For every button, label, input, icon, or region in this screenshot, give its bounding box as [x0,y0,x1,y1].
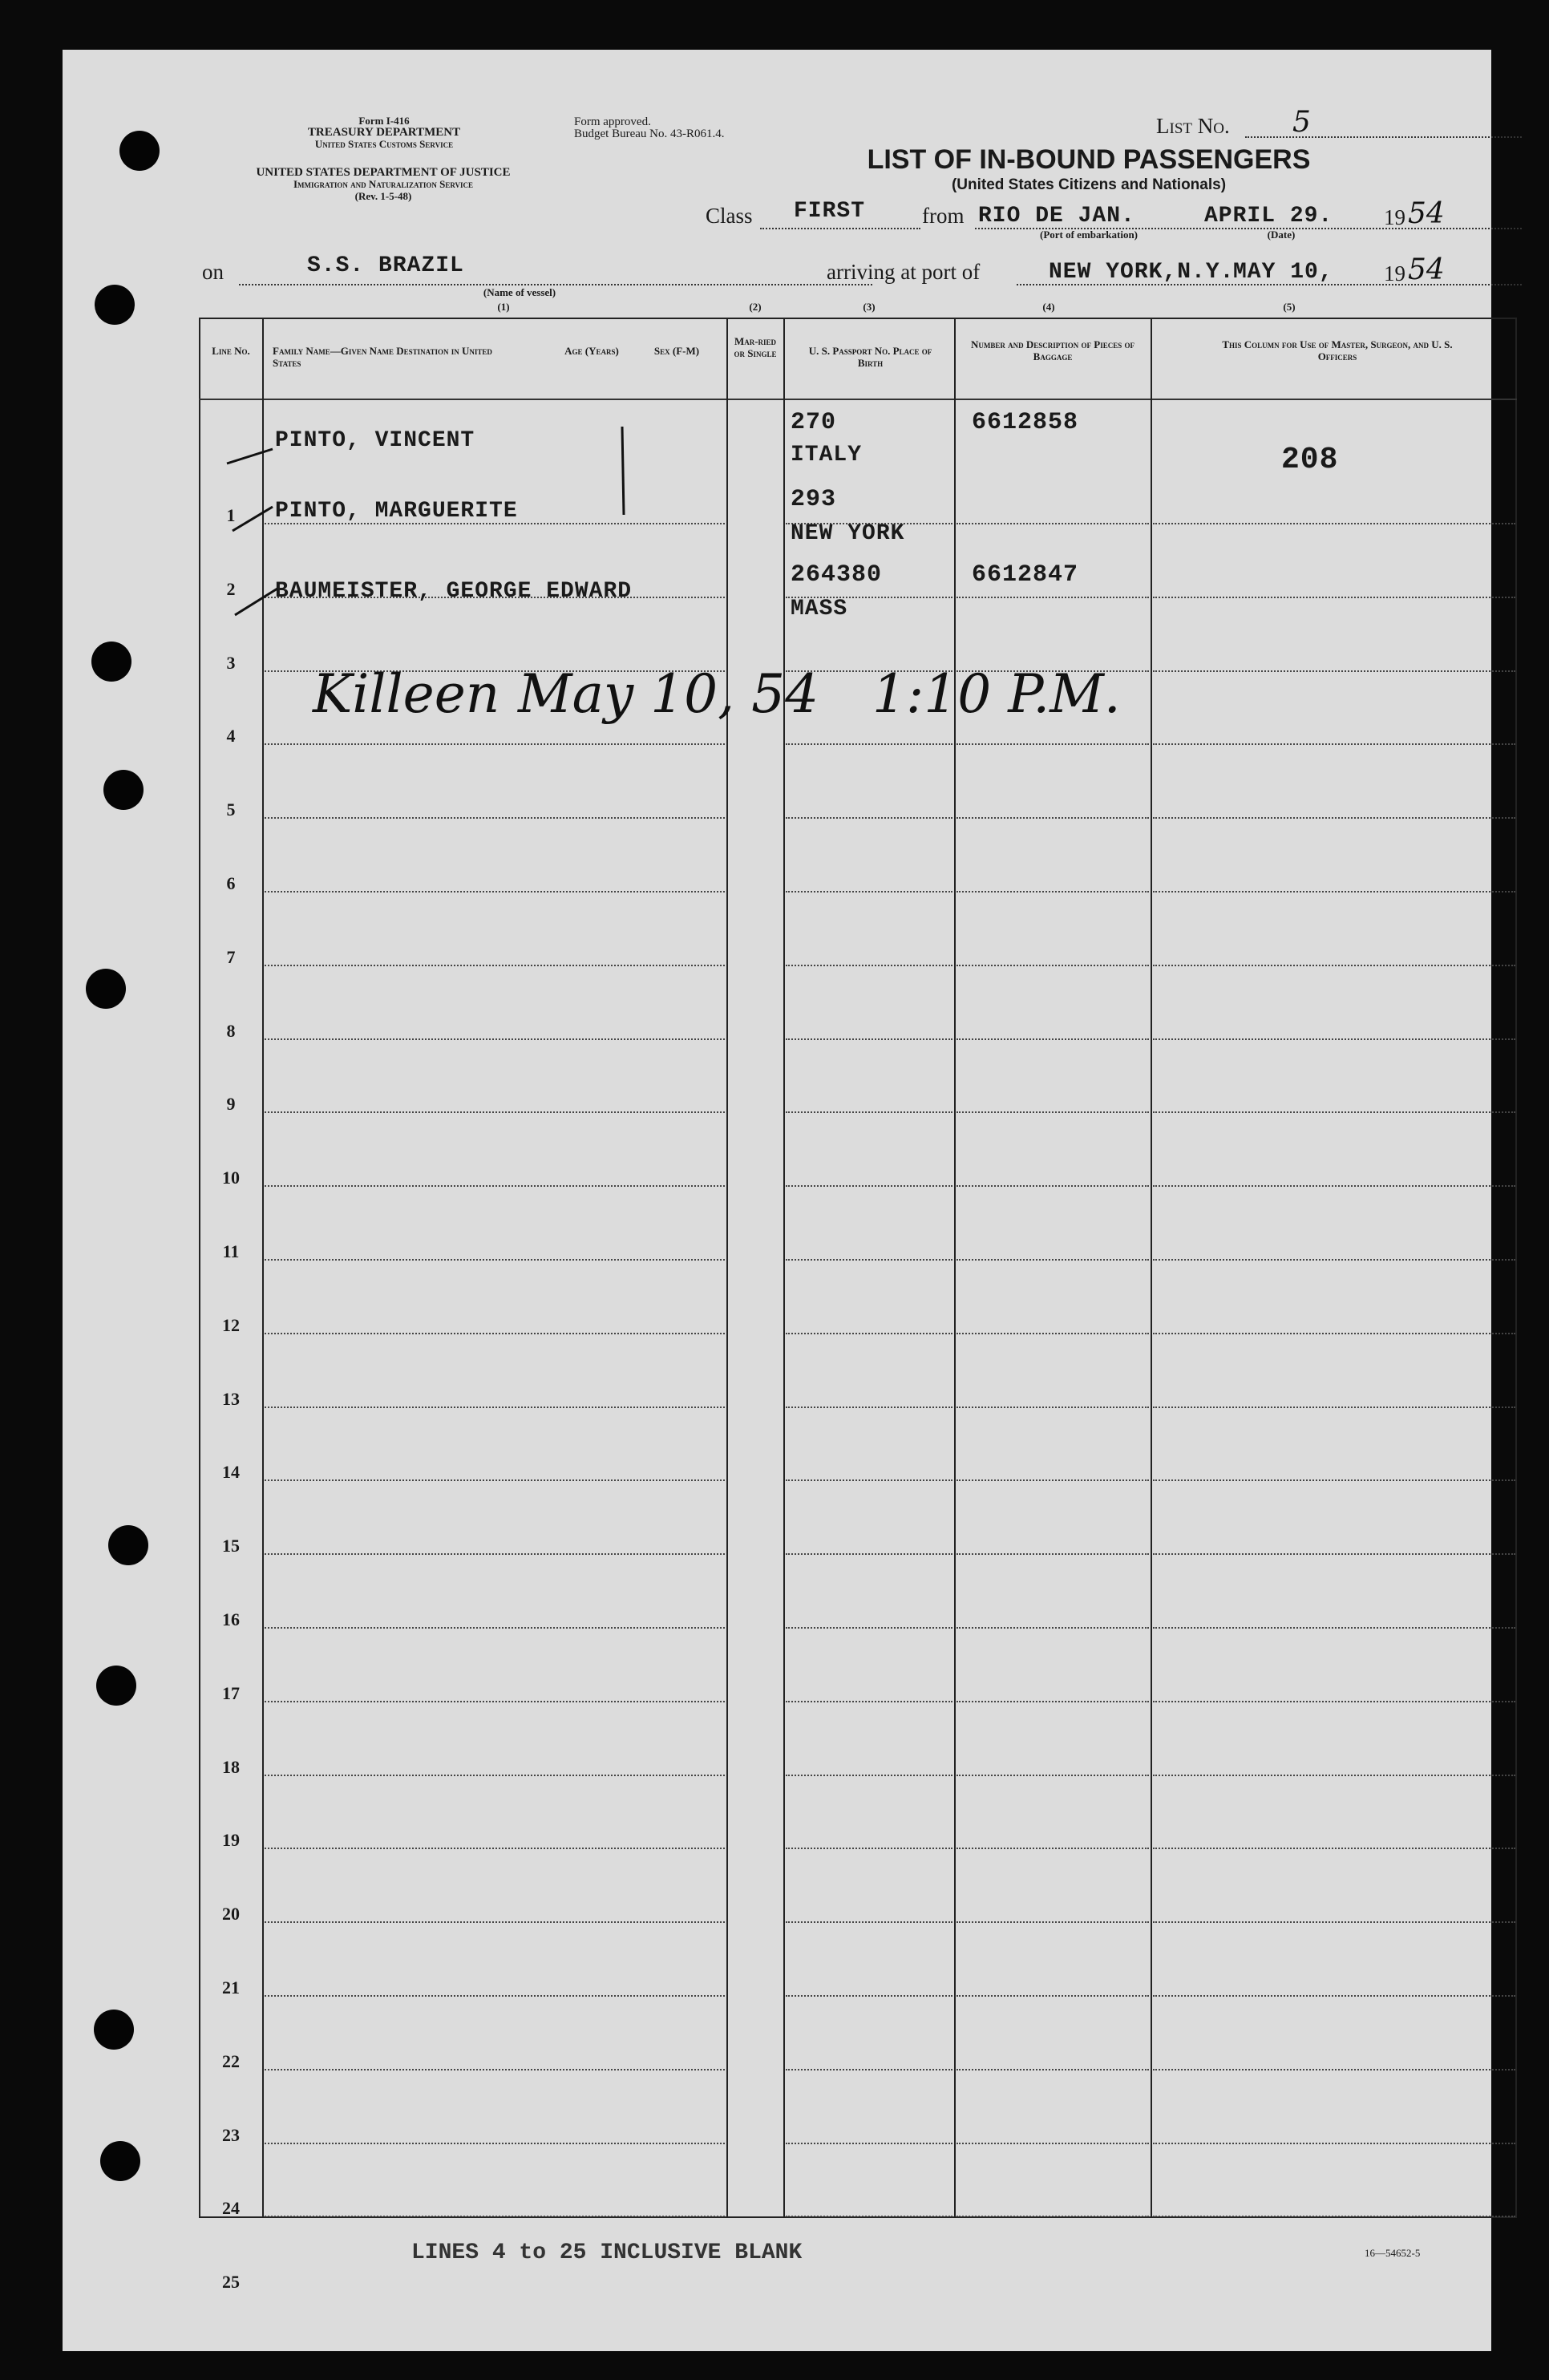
line-number: 8 [226,1020,236,1041]
row-rule [956,1775,1149,1776]
treasury-dept: TREASURY DEPARTMENT [307,126,461,139]
row-rule [265,1407,725,1408]
col-header-sex: Sex (F-M) [653,345,700,357]
budget-bureau: Budget Bureau No. 43-R061.4. [574,128,725,140]
row-rule [1153,1995,1515,1997]
row-rule [265,1185,725,1187]
row-rule [956,1407,1149,1408]
check-mark [235,589,277,615]
row-rule [956,2069,1149,2070]
col-header-baggage: Number and Description of Pieces of Baggage [971,338,1134,362]
row-rule [786,1553,952,1555]
line-number: 12 [222,1314,240,1335]
row-rule [956,2143,1149,2144]
row-rule [786,1111,952,1113]
line-number: 14 [222,1462,240,1483]
row-rule [1153,1701,1515,1702]
col-num-2: (2) [749,301,762,313]
inspector-signature: Killeen [313,663,500,725]
col-num-3: (3) [863,301,876,313]
row-rule [265,817,725,819]
row-rule [956,1111,1149,1113]
date-caption: (Date) [1267,229,1296,241]
row-rule [265,1775,725,1776]
row-rule [1153,2216,1515,2217]
row-rule [956,1553,1149,1555]
row-rule [265,1627,725,1629]
row-rule [786,1407,952,1408]
line-number: 13 [222,1388,240,1409]
line-number: 24 [222,2198,240,2219]
row-rule [956,1701,1149,1702]
line-number: 22 [222,2050,240,2071]
date-year-prefix: 19 [1384,205,1405,229]
row-rule [265,1479,725,1481]
form-subtitle: (United States Citizens and Nationals) [951,176,1227,193]
baggage-number: 6612858 [972,409,1079,436]
punch-hole [108,1525,148,1565]
row-rule [1153,1775,1515,1776]
ins-service: Immigration and Naturalization Service [293,178,474,190]
row-rule [265,1921,725,1923]
list-no-label: List No. [1156,114,1230,138]
form-number: Form I-416 [358,115,410,127]
row-rule [786,2143,952,2144]
officer-note: 208 [1281,443,1339,477]
row-rule [956,891,1149,892]
row-rule [956,1848,1149,1849]
row-rule [265,965,725,966]
col-num-1: (1) [497,301,510,313]
row-rule [786,1775,952,1776]
embarkation-port: RIO DE JAN. [978,204,1135,229]
row-rule [1153,891,1515,892]
row-rule [786,1038,952,1040]
row-rule [786,1627,952,1629]
row-rule [956,1259,1149,1261]
row-rule [1153,1038,1515,1040]
row-rule [956,1921,1149,1923]
row-rule [1153,1259,1515,1261]
passenger-name: PINTO, MARGUERITE [275,499,518,524]
line-number: 20 [222,1904,240,1925]
row-rule [265,1995,725,1997]
passenger-name: BAUMEISTER, GEORGE EDWARD [275,579,633,604]
vessel-name: S.S. BRAZIL [307,253,464,278]
line-number: 21 [222,1977,240,1998]
row-rule [786,1848,952,1849]
row-rule [265,1553,725,1555]
row-rule [786,1921,952,1923]
row-rule [956,817,1149,819]
line-number: 23 [222,2124,240,2145]
col-header-age: Age (Years) [564,345,619,357]
row-rule [786,891,952,892]
customs-service: United States Customs Service [314,138,454,150]
pen-stroke [622,427,624,515]
row-rule [265,1848,725,1849]
justice-dept: UNITED STATES DEPARTMENT OF JUSTICE [256,166,511,179]
row-rule [786,1995,952,1997]
row-rule [786,1333,952,1334]
line-number: 19 [222,1830,240,1851]
document-page [63,50,1491,2351]
row-rule [786,2216,952,2217]
line-number: 6 [226,873,236,893]
punch-hole [86,969,126,1009]
line-number: 16 [222,1609,240,1629]
col-num-4: (4) [1042,301,1055,313]
row-rule [265,1333,725,1334]
on-label: on [202,260,224,284]
punch-hole [94,2010,134,2050]
blank-lines-stamp: LINES 4 to 25 INCLUSIVE BLANK [411,2240,803,2265]
line-number: 15 [222,1536,240,1556]
passport-number: 270 [791,409,837,436]
line-number: 18 [222,1756,240,1777]
form-approved: Form approved. [574,115,651,128]
row-rule [265,891,725,892]
line-number: 1 [226,505,236,525]
row-rule [786,817,952,819]
row-rule [1153,1627,1515,1629]
passport-number: 293 [791,486,837,513]
inspection-date: May 10, 54 [518,663,819,725]
row-rule [1153,2069,1515,2070]
birthplace: NEW YORK [791,521,905,546]
passenger-name: PINTO, VINCENT [275,428,475,453]
row-rule [956,1627,1149,1629]
row-rule [1153,1848,1515,1849]
line-number: 25 [222,2272,240,2293]
row-rule [1153,1479,1515,1481]
row-rule [265,1111,725,1113]
arrival-date: MAY 10, [1233,260,1333,285]
birthplace: ITALY [791,443,863,468]
line-number: 9 [226,1094,236,1115]
line-number: 10 [222,1168,240,1188]
passport-number: 264380 [791,561,883,589]
date-year-handwritten: 54 [1408,197,1445,230]
punch-hole [103,770,144,810]
col-header-line: Line No. [212,345,250,357]
birthplace: MASS [791,597,848,621]
check-mark [227,449,273,463]
row-rule [786,2069,952,2070]
arrival-port: NEW YORK,N.Y. [1049,260,1235,285]
from-label: from [922,204,965,228]
row-rule [265,2143,725,2144]
row-rule [786,1185,952,1187]
punch-hole [100,2141,140,2181]
arrival-year-handwritten: 54 [1408,253,1445,286]
baggage-number: 6612847 [972,561,1079,589]
line-number: 2 [226,578,236,599]
form-footer-number: 16—54652-5 [1365,2247,1421,2259]
row-rule [1153,1553,1515,1555]
row-rule [786,965,952,966]
list-no-value: 5 [1292,106,1311,139]
row-rule [956,1038,1149,1040]
row-rule [1153,1333,1515,1334]
form-title: LIST OF IN-BOUND PASSENGERS [867,144,1311,175]
col-header-married: Mar-ried or Single [734,335,777,359]
line-number: 11 [222,1241,240,1261]
row-rule [1153,2143,1515,2144]
row-rule [1153,1407,1515,1408]
check-mark [233,507,273,531]
line-number: 7 [226,946,236,967]
embarkation-date: APRIL 29. [1204,204,1333,229]
row-rule [956,2216,1149,2217]
row-rule [265,1259,725,1261]
row-rule [786,1259,952,1261]
arriving-label: arriving at port of [827,260,981,284]
row-rule [265,2069,725,2070]
class-value: FIRST [794,199,866,224]
line-number: 4 [226,726,236,747]
row-rule [1153,1921,1515,1923]
col-header-passport: U. S. Passport No. Place of Birth [808,345,932,369]
col-num-5: (5) [1283,301,1296,313]
row-rule [956,965,1149,966]
line-number: 5 [226,799,236,820]
row-rule [1153,817,1515,819]
row-rule [956,1185,1149,1187]
line-number: 3 [226,652,236,673]
arrival-year-prefix: 19 [1384,261,1405,285]
col-header-name: Family Name—Given Name Destination in United States [273,345,492,369]
row-rule [265,2216,725,2217]
row-rule [786,1701,952,1702]
row-rule [1153,1185,1515,1187]
vessel-caption: (Name of vessel) [483,286,556,298]
port-caption: (Port of embarkation) [1039,229,1138,241]
row-rule [956,1479,1149,1481]
row-rule [956,1333,1149,1334]
row-rule [956,1995,1149,1997]
row-rule [265,1038,725,1040]
class-label: Class [706,204,753,228]
row-rule [1153,1111,1515,1113]
row-rule [786,1479,952,1481]
row-rule [1153,965,1515,966]
inspection-time: 1:10 P.M. [872,663,1121,725]
punch-hole [96,1666,136,1706]
line-number: 17 [222,1682,240,1703]
revision: (Rev. 1-5-48) [354,190,412,202]
col-header-officers: This Column for Use of Master, Surgeon, and U. S. Officers [1222,338,1453,362]
row-rule [265,1701,725,1702]
